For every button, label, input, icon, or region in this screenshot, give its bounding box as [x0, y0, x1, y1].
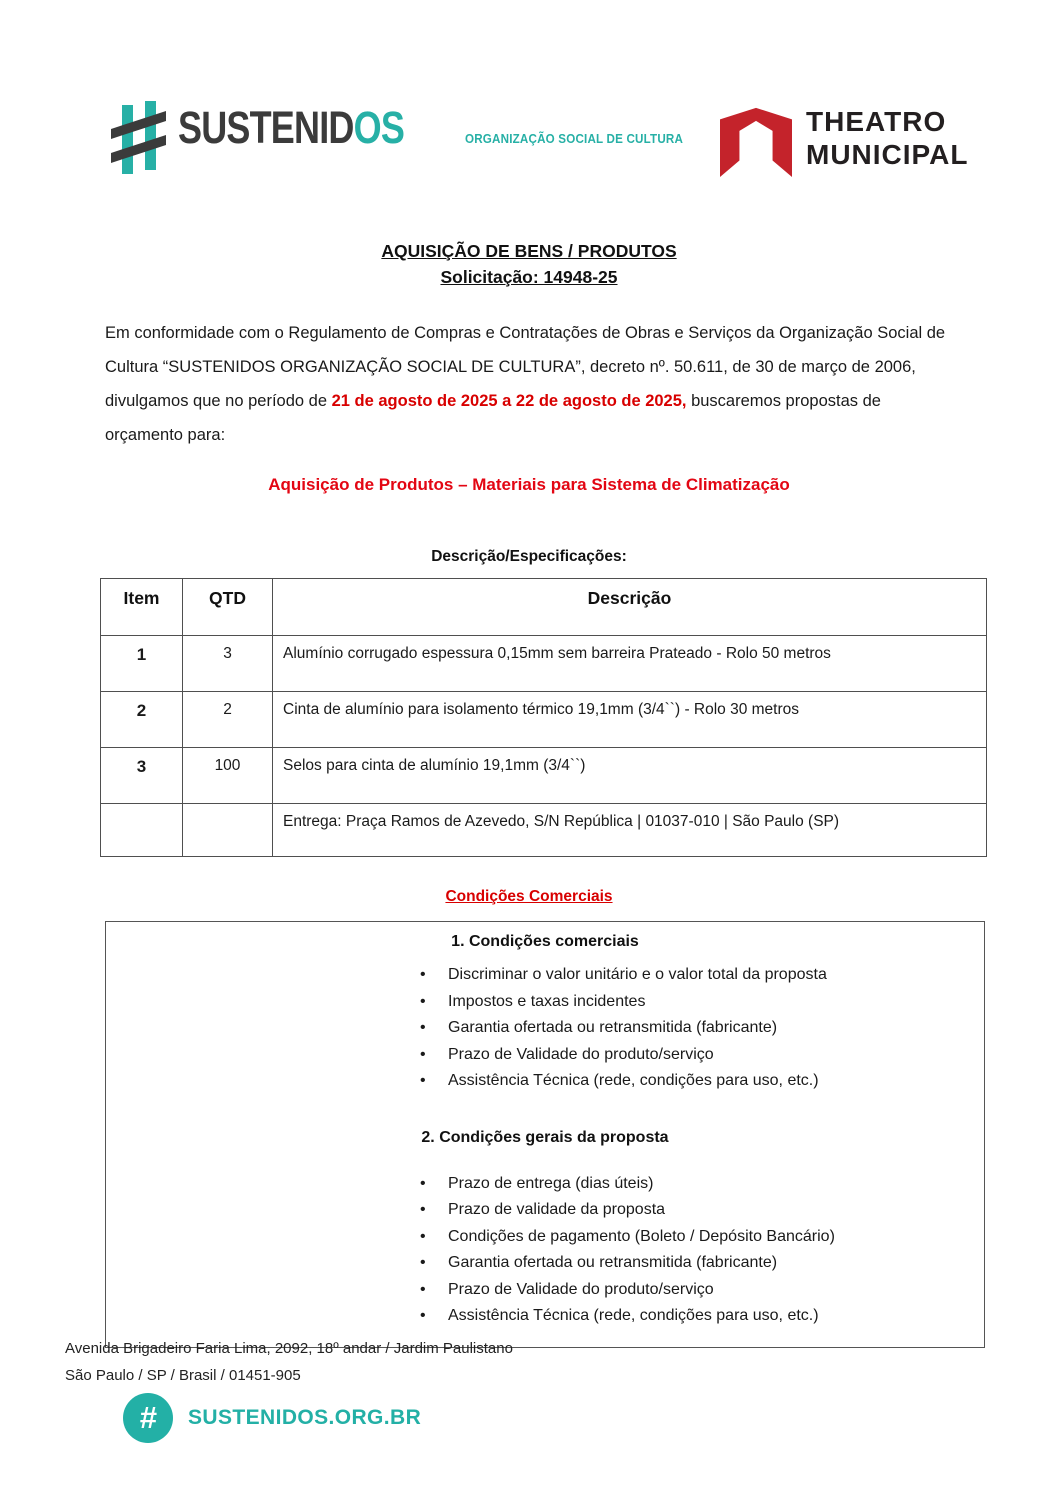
col-header-qtd: QTD	[183, 579, 273, 636]
footer-address-line1: Avenida Brigadeiro Faria Lima, 2092, 18º andar / Jardim Paulistano	[65, 1340, 513, 1357]
cell-item: 3	[101, 748, 183, 804]
document-title-line1: AQUISIÇÃO DE BENS / PRODUTOS	[381, 241, 677, 261]
list-item: • Garantia ofertada ou retransmitida (fabricante)	[106, 1015, 984, 1042]
intro-part2: buscaremos propostas de orçamento para:	[105, 392, 881, 444]
cell-desc: Cinta de alumínio para isolamento térmico 19,1mm (3/4``) - Rolo 30 metros	[273, 692, 987, 748]
spec-label: Descrição/Especificações:	[431, 548, 627, 565]
list-item: • Prazo de validade da proposta	[106, 1197, 984, 1224]
sustenidos-logo	[108, 98, 700, 180]
footer-address-line2: São Paulo / SP / Brasil / 01451-905	[65, 1367, 301, 1384]
table-row	[101, 748, 987, 804]
conditions-section1-title: 1. Condições comerciais	[451, 933, 639, 950]
conditions-section2-list	[106, 1171, 984, 1330]
cell-qtd: 3	[183, 636, 273, 692]
theatro-municipal-logo	[720, 98, 968, 184]
table-row-delivery	[101, 804, 987, 857]
conditions-section2-title: 2. Condições gerais da proposta	[421, 1128, 669, 1146]
cell-item: 1	[101, 636, 183, 692]
intro-part1: Em conformidade com o Regulamento de Compras e Contratações de Obras e Serviços da Organização Social de Cultura “SUSTENIDOS ORGANIZAÇÃO SOCIAL DE CULTURA”, decreto nº. 50.611, de 30 de março de 2006, divulgamos que no período de	[105, 324, 946, 410]
table-header-row	[101, 579, 987, 636]
document-title	[0, 238, 1058, 290]
list-item: • Prazo de Validade do produto/serviço	[106, 1042, 984, 1069]
product-heading: Aquisição de Produtos – Materiais para Sistema de Climatização	[268, 475, 790, 494]
sustenidos-name	[178, 104, 404, 152]
list-item: • Assistência Técnica (rede, condições para uso, etc.)	[106, 1303, 984, 1330]
cell-item: 2	[101, 692, 183, 748]
conditions-heading: Condições Comerciais	[445, 888, 613, 905]
cell-delivery: Entrega: Praça Ramos de Azevedo, S/N República | 01037-010 | São Paulo (SP)	[273, 804, 987, 857]
list-item: • Prazo de entrega (dias úteis)	[106, 1171, 984, 1198]
theatro-line2: MUNICIPAL	[806, 139, 969, 170]
sustenidos-name-main: SUSTENID	[178, 102, 354, 153]
arch-icon	[720, 98, 792, 184]
cell-qtd: 2	[183, 692, 273, 748]
list-item: • Garantia ofertada ou retransmitida (fabricante)	[106, 1250, 984, 1277]
footer-logo	[123, 1393, 421, 1443]
hash-circle-icon: #	[123, 1393, 173, 1443]
theatro-logo-text	[806, 98, 968, 184]
hash-icon	[108, 98, 170, 180]
sustenidos-subtitle: ORGANIZAÇÃO SOCIAL DE CULTURA	[465, 132, 684, 146]
table-row	[101, 692, 987, 748]
intro-date-range: 21 de agosto de 2025 a 22 de agosto de 2025,	[331, 392, 687, 410]
cell-qtd	[183, 804, 273, 857]
list-item: • Impostos e taxas incidentes	[106, 989, 984, 1016]
document-title-line2: Solicitação: 14948-25	[440, 267, 618, 287]
cell-item	[101, 804, 183, 857]
cell-desc: Alumínio corrugado espessura 0,15mm sem barreira Prateado - Rolo 50 metros	[273, 636, 987, 692]
footer-website: SUSTENIDOS.ORG.BR	[188, 1406, 422, 1429]
sustenidos-logo-text	[178, 98, 700, 180]
sustenidos-name-accent: OS	[353, 102, 405, 153]
list-item: • Assistência Técnica (rede, condições para uso, etc.)	[106, 1068, 984, 1095]
conditions-section1-list	[106, 962, 984, 1095]
list-item: • Prazo de Validade do produto/serviço	[106, 1277, 984, 1304]
footer-address	[65, 1335, 513, 1389]
list-item: • Condições de pagamento (Boleto / Depósito Bancário)	[106, 1224, 984, 1251]
items-table	[100, 578, 987, 857]
cell-desc: Selos para cinta de alumínio 19,1mm (3/4``)	[273, 748, 987, 804]
table-row	[101, 636, 987, 692]
conditions-box	[105, 921, 985, 1348]
theatro-line1: THEATRO	[806, 106, 947, 137]
list-item: • Discriminar o valor unitário e o valor total da proposta	[106, 962, 984, 989]
col-header-desc: Descrição	[273, 579, 987, 636]
cell-qtd: 100	[183, 748, 273, 804]
col-header-item: Item	[101, 579, 183, 636]
intro-paragraph	[105, 316, 961, 452]
